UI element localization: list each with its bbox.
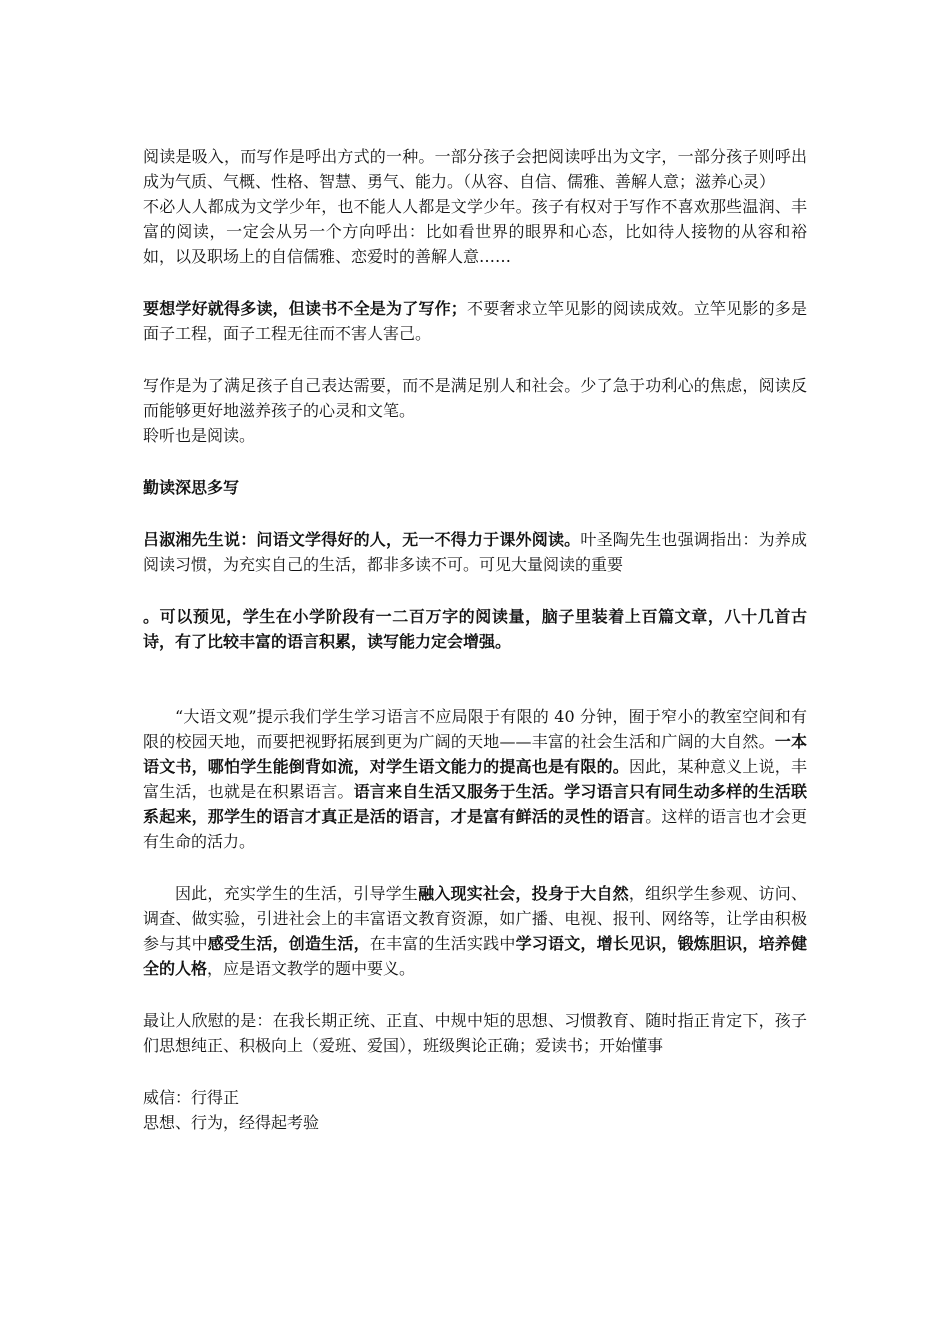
text-run: ，组织学生参观、访问、调查、做实验，引进社会上的丰富语文教育资源，如广播、电视、报刊、网络等，让学由积极参与其中 <box>143 884 807 953</box>
paragraph-listening: 聆听也是阅读。 <box>143 426 256 445</box>
paragraph-reading-volume: 。可以预见，学生在小学阶段有一二百万字的阅读量，脑子里装着上百篇文章，八十几首古诗，有了比较丰富的语言积累，读写能力定会增强。 <box>143 607 807 651</box>
text-run: ，应是语文教学的题中要义。 <box>207 959 416 978</box>
text-run: 因此，某种意义上说，丰富生活，也就是在积累语言。 <box>143 757 807 801</box>
paragraph-gratifying: 最让人欣慰的是：在我长期正统、正直、中规中矩的思想、习惯教育、随时指正肯定下，孩子们思想纯正、积极向上（爱班、爱国），班级舆论正确；爱读书；开始懂事 <box>143 1011 807 1055</box>
spacer <box>143 269 807 296</box>
paragraph-reading-breathing: 阅读是吸入，而写作是呼出方式的一种。一部分孩子会把阅读呼出为文字，一部分孩子则呼出成为气质、气概、性格、智慧、勇气、能力。（从容、自信、儒雅、善解人意；滋养心灵） <box>143 147 807 191</box>
spacer <box>143 1058 807 1085</box>
paragraph-read-more <box>143 296 807 346</box>
text-run: 因此，充实学生的生活，引导学生 <box>175 884 419 903</box>
bold-phrase: 吕淑湘先生说：问语文学得好的人，无一不得力于课外阅读。 <box>143 530 581 549</box>
paragraph-big-language-view <box>143 704 807 854</box>
paragraph-not-everyone-writer: 不必人人都成为文学少年，也不能人人都是文学少年。孩子有权对于写作不喜欢那些温润、丰富的阅读，一定会从另一个方向呼出：比如看世界的眼界和心态，比如待人接物的从容和裕如，以及职场上的自信儒雅、恋爱时的善解人意…… <box>143 197 807 266</box>
document-page <box>143 144 807 1135</box>
text-run: 叶圣陶先生也强调指出：为养成阅读习惯，为充实自己的生活，都非多读不可。可见大量阅读的重要 <box>143 530 807 574</box>
paragraph-quote-lv <box>143 527 807 577</box>
spacer <box>143 346 807 373</box>
text-run: 不要奢求立竿见影的阅读成效。立竿见影的多是面子工程，面子工程无往而不害人害己。 <box>143 299 807 343</box>
spacer <box>143 577 807 604</box>
section-heading: 勤读深思多写 <box>143 478 240 497</box>
paragraph-enrich-life <box>143 881 807 981</box>
paragraph-writing-purpose: 写作是为了满足孩子自己表达需要，而不是满足别人和社会。少了急于功利心的焦虑，阅读反而能够更好地滋养孩子的心灵和文笔。 <box>143 376 807 420</box>
bold-phrase: 要想学好就得多读，但读书不全是为了写作； <box>143 299 467 318</box>
bold-phrase: 融入现实社会，投身于大自然 <box>418 884 629 903</box>
spacer <box>143 448 807 475</box>
paragraph-prestige: 威信：行得正 <box>143 1088 240 1107</box>
bold-phrase: 学习语文，增长见识，锻炼胆识，培养健全的人格 <box>143 934 807 978</box>
bold-phrase: 一本语文书，哪怕学生能倒背如流，对学生语文能力的提高也是有限的。 <box>143 732 807 776</box>
bold-phrase: 感受生活，创造生活， <box>207 934 370 953</box>
text-run: 在丰富的生活实践中 <box>369 934 516 953</box>
spacer <box>143 500 807 527</box>
spacer <box>143 854 807 881</box>
text-run: “大语文观”提示我们学生学习语言不应局限于有限的 40 分钟，囿于窄小的教室空间和有限的校园天地，而要把视野拓展到更为广阔的天地——丰富的社会生活和广阔的大自然。 <box>143 707 807 751</box>
spacer <box>143 981 807 1008</box>
spacer <box>143 654 807 704</box>
text-run: 。这样的语言也才会更有生命的活力。 <box>143 807 807 851</box>
paragraph-thought-behavior: 思想、行为，经得起考验 <box>143 1113 320 1132</box>
bold-phrase: 语言来自生活又服务于生活。学习语言只有同生动多样的生活联系起来，那学生的语言才真正是活的语言，才是富有鲜活的灵性的语言 <box>143 782 807 826</box>
